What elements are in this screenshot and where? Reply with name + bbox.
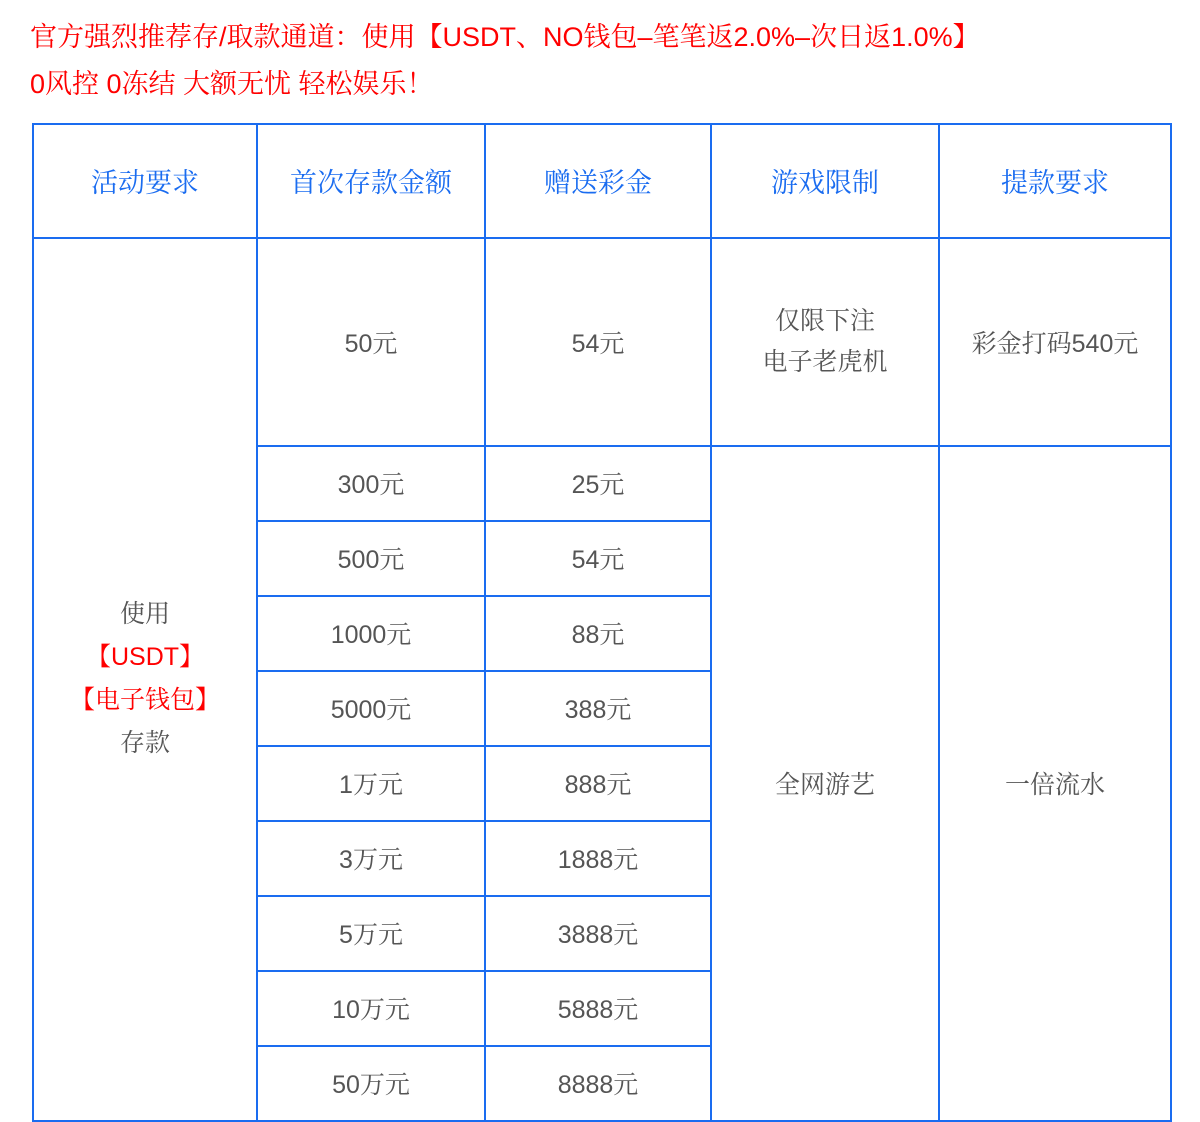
cell-deposit: 50元 [257, 238, 485, 446]
cell-deposit: 300元 [257, 446, 485, 521]
promo-table-container [0, 109, 1200, 1122]
cell-bonus: 388元 [485, 671, 711, 746]
cell-withdraw-rest: 一倍流水 [939, 446, 1171, 1121]
cell-bonus: 1888元 [485, 821, 711, 896]
cell-withdraw-first: 彩金打码540元 [939, 238, 1171, 446]
cell-bonus: 8888元 [485, 1046, 711, 1121]
requirement-line-1: 使用 [119, 600, 170, 628]
table-header-row [33, 124, 1171, 238]
banner-line-1: 官方强烈推荐存/取款通道：使用【USDT、NO钱包–笔笔返2.0%–次日返1.0%】 [30, 22, 980, 52]
cell-game-limit-first [711, 238, 939, 446]
header-bonus-amount: 赠送彩金 [485, 124, 711, 238]
table-header [33, 124, 1171, 238]
requirement-line-2: 【USDT】 [85, 643, 205, 671]
header-activity-requirement: 活动要求 [33, 124, 257, 238]
cell-bonus: 54元 [485, 238, 711, 446]
cell-activity-requirement [33, 238, 257, 1121]
cell-bonus: 5888元 [485, 971, 711, 1046]
cell-deposit: 1000元 [257, 596, 485, 671]
cell-deposit: 500元 [257, 521, 485, 596]
game-limit-line-2: 电子老虎机 [762, 347, 888, 376]
cell-deposit: 50万元 [257, 1046, 485, 1121]
cell-bonus: 3888元 [485, 896, 711, 971]
banner-line-2: 0风控 0冻结 大额无忧 轻松娱乐！ [30, 69, 434, 100]
promo-table [32, 123, 1172, 1122]
header-first-deposit-amount: 首次存款金额 [257, 124, 485, 238]
table-body [33, 238, 1171, 1121]
cell-bonus: 54元 [485, 521, 711, 596]
promo-banner [0, 0, 1200, 109]
cell-deposit: 5万元 [257, 896, 485, 971]
cell-deposit: 5000元 [257, 671, 485, 746]
cell-deposit: 10万元 [257, 971, 485, 1046]
header-game-limit: 游戏限制 [711, 124, 939, 238]
game-limit-line-1: 仅限下注 [774, 307, 875, 335]
cell-bonus: 88元 [485, 596, 711, 671]
table-row [33, 238, 1171, 446]
header-withdraw-requirement: 提款要求 [939, 124, 1171, 238]
requirement-line-4: 存款 [119, 729, 170, 757]
cell-bonus: 888元 [485, 746, 711, 821]
cell-game-limit-rest: 全网游艺 [711, 446, 939, 1121]
cell-deposit: 3万元 [257, 821, 485, 896]
cell-deposit: 1万元 [257, 746, 485, 821]
cell-bonus: 25元 [485, 446, 711, 521]
requirement-line-3: 【电子钱包】 [69, 686, 220, 714]
